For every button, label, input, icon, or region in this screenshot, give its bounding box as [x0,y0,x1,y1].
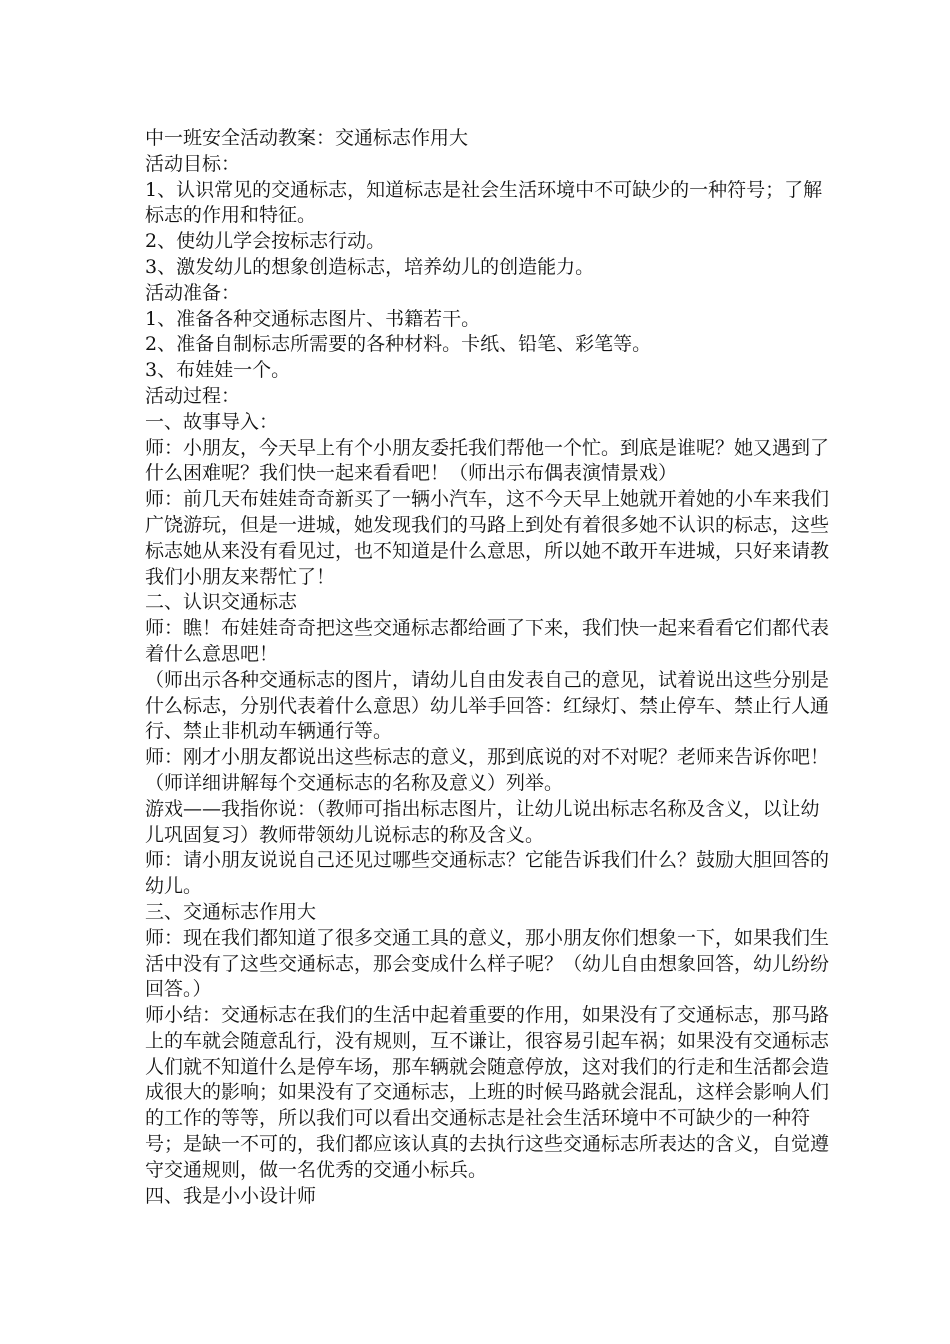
section-heading: 活动目标： [145,152,241,175]
paragraph: 师：前几天布娃娃奇奇新买了一辆小汽车，这不今天早上她就开着她的小车来我们广饶游玩，但是一进城，她发现我们的马路上到处有着很多她不认识的标志，这些标志她从来没有看见过，也不知道是什么意思，所以她不敢开车进城，只好来请教我们小朋友来帮忙了！ [145,488,830,588]
paragraph: 师小结：交通标志在我们的生活中起着重要的作用，如果没有了交通标志，那马路上的车就会随意乱行，没有规则，互不谦让，很容易引起车祸；如果没有交通标志人们就不知道什么是停车场，那车辆就会随意停放，这对我们的行走和生活都会造成很大的影响；如果没有了交通标志，上班的时候马路就会混乱，这样会影响人们的工作的等等，所以我们可以看出交通标志是社会生活环境中不可缺少的一种符号；是缺一不可的，我们都应该认真的去执行这些交通标志所表达的含义，自觉遵守交通规则，做一名优秀的交通小标兵。 [145,1004,830,1181]
paragraph: （师出示各种交通标志的图片，请幼儿自由发表自己的意见，试着说出这些分别是什么标志，分别代表着什么意思）幼儿举手回答：红绿灯、禁止停车、禁止行人通行、禁止非机动车辆通行等。 [145,668,830,743]
section-heading: 三、交通标志作用大 [145,900,317,923]
paragraph: 师：请小朋友说说自己还见过哪些交通标志？它能告诉我们什么？鼓励大胆回答的幼儿。 [145,849,830,898]
paragraph: 3、布娃娃一个。 [145,359,291,382]
section-heading: 一、故事导入： [145,410,279,433]
section-heading: 四、我是小小设计师 [145,1184,317,1207]
paragraph: 1、准备各种交通标志图片、书籍若干。 [145,307,481,330]
section-heading: 活动准备： [145,281,241,304]
document-title: 中一班安全活动教案：交通标志作用大 [145,127,469,149]
paragraph: 3、激发幼儿的想象创造标志，培养幼儿的创造能力。 [145,255,595,278]
section-heading: 二、认识交通标志 [145,591,298,614]
paragraph: 师：刚才小朋友都说出这些标志的意义，那到底说的对不对呢？老师来告诉你吧！（师详细讲解每个交通标志的名称及意义）列举。 [145,746,830,794]
paragraph: 2、准备自制标志所需要的各种材料。卡纸、铅笔、彩笔等。 [145,333,652,356]
section-heading: 活动过程： [145,384,241,407]
paragraph: 1、认识常见的交通标志，知道标志是社会生活环境中不可缺少的一种符号；了解标志的作用和特征。 [145,178,823,227]
paragraph: 师：现在我们都知道了很多交通工具的意义，那小朋友你们想象一下，如果我们生活中没有了这些交通标志，那会变成什么样子呢？（幼儿自由想象回答，幼儿纷纷回答。） [145,926,830,1001]
paragraph: 2、使幼儿学会按标志行动。 [145,230,386,253]
paragraph: 师：小朋友，今天早上有个小朋友委托我们帮他一个忙。到底是谁呢？她又遇到了什么困难呢？我们快一起来看看吧！（师出示布偶表演情景戏） [145,436,830,485]
paragraph: 游戏——我指你说：（教师可指出标志图片，让幼儿说出标志名称及含义，以让幼儿巩固复习）教师带领幼儿说标志的称及含义。 [145,797,820,846]
paragraph: 师：瞧！布娃娃奇奇把这些交通标志都给画了下来，我们快一起来看看它们都代表着什么意思吧！ [145,617,830,665]
document-body [145,126,835,1209]
